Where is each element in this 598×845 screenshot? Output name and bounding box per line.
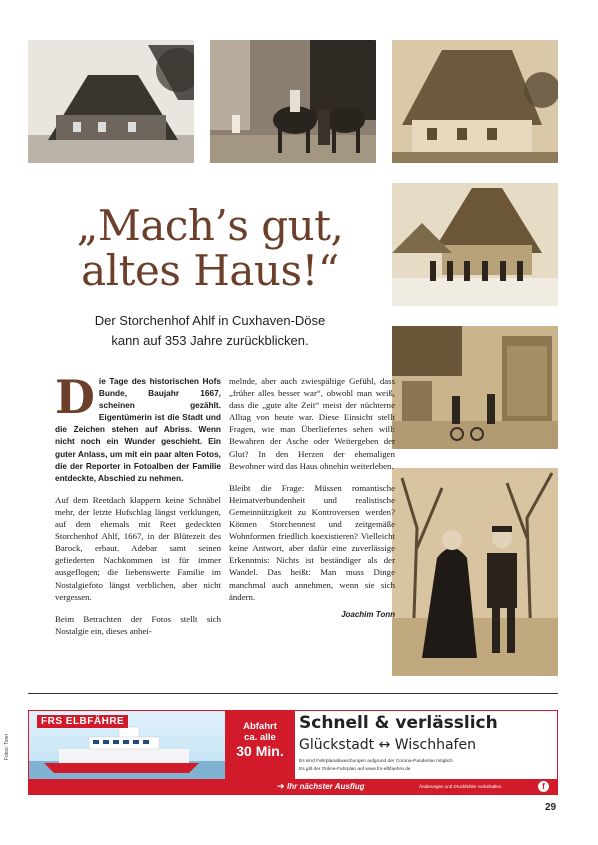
photo-couple-seated-under-trees [392, 468, 558, 676]
brand-prefix: FRS [41, 716, 63, 727]
ad-title: Schnell & verlässlich [299, 713, 498, 733]
paragraph-1: Auf dem Reetdach klappern keine Schnäbel mehr, der letzte Hufschlag längst verklungen, auf dem ehemals mit Reet gedeckten Storchenhof Ahlf, 1667, in der Blütezeit des Barock, erbaut. Adebar samt seinen gefiederten Nachkommen ist für immer ausgeflogen; die liebenswerte Familie im Nostalgiefoto längst verblichen, aber nicht vergessen. [55, 494, 221, 602]
dropcap: D [55, 370, 95, 424]
brand-name: ELBFÄHRE [65, 716, 125, 727]
article-lead [55, 370, 221, 484]
subhead-line-1: Der Storchenhof Ahlf in Cuxhaven-Döse [94, 313, 326, 328]
article-column-2 [229, 375, 395, 621]
photo-courtyard-with-cart [392, 326, 558, 449]
photo-credit: Fotos: Tonn [4, 733, 10, 760]
paragraph-4: Bleibt die Frage: Müssen romantische Heimatverbundenheit und realistische Gemeinnützigkeit zu Kontroversen werden? Können Storchennest und zeitgemäße Wohnformen friedlich koexistieren? Vielleicht keine Antwort, aber dafür eine zuverlässige Erkenntnis: Nichts ist beständiger als der Wandel. Das heißt: Man muss Dinge manchmal auch annehmen, wenn sie sich ändern. [229, 482, 395, 602]
badge-line-2: ca. alle [244, 732, 276, 743]
headline-line-2: altes Haus!“ [81, 246, 339, 295]
ad-cta-link[interactable]: Ihr nächster Ausflug [287, 782, 365, 791]
photo-farmhouse-sepia [392, 40, 558, 163]
subhead-line-2: kann auf 353 Jahre zurückblicken. [111, 333, 309, 348]
ad-notice-2: Es gilt der Online-Fahrplan auf www.frs-elbfaehre.de [299, 767, 411, 772]
paragraph-2: Beim Betrachten der Fotos stellt sich Nostalgie ein, dieses anhei- [55, 613, 221, 636]
headline-line-1: „Mach’s gut, [76, 201, 344, 250]
ad-departure-badge [225, 711, 295, 781]
arrow-right-icon: ➜ [277, 781, 285, 791]
photo-thatched-farmhouse [28, 40, 194, 163]
divider-rule [28, 693, 558, 694]
ferry-advertisement[interactable] [28, 710, 558, 795]
ad-route: Glückstadt ↔ Wischhafen [299, 737, 476, 753]
article-column-1 [55, 370, 221, 647]
badge-line-3: 30 Min. [236, 743, 284, 759]
photo-riders-with-horses [210, 40, 376, 163]
ad-brand-logo [37, 715, 128, 728]
ad-disclaimer: Änderungen und Druckfehler vorbehalten. [419, 784, 503, 789]
badge-line-1: Abfahrt [243, 721, 277, 732]
page-number: 29 [545, 802, 557, 813]
article-subhead [60, 311, 360, 351]
facebook-icon[interactable]: f [538, 781, 549, 792]
lead-text: ie Tage des historischen Hofs Bunde, Baujahr 1667, scheinen gezählt. Eigentümerin ist die Stadt und die Zeichen stehen auf Abriss. Wenn nicht noch ein Wunder geschieht. Ein guter Anlass, um mit ein paar alten Fotos, die der Reporter in Fotoalben der Familie entdeckte, Abschied zu nehmen. [55, 376, 221, 483]
photo-farmhouse-with-people-snow [392, 183, 558, 306]
paragraph-3: melnde, aber auch zwiespältige Gefühl, dass „früher alles besser war“, obwohl man weiß, dass die „gute alte Zeit“ meist der nüchterne Alltag von heute war. Diese Einsicht stellt Fragen, wie man Überliefertes sehen will: Bewahren der Asche oder Weitergeben der Glut? In den Herzen der ehemaligen Bewohner wird das Haus ohnehin weiterleben. [229, 376, 395, 471]
article-headline [40, 203, 380, 293]
ad-notice-1: Es sind Fahrplanabweichungen aufgrund der Corona-Pandemie möglich. [299, 759, 454, 764]
author-byline: Joachim Tonn [341, 609, 395, 619]
